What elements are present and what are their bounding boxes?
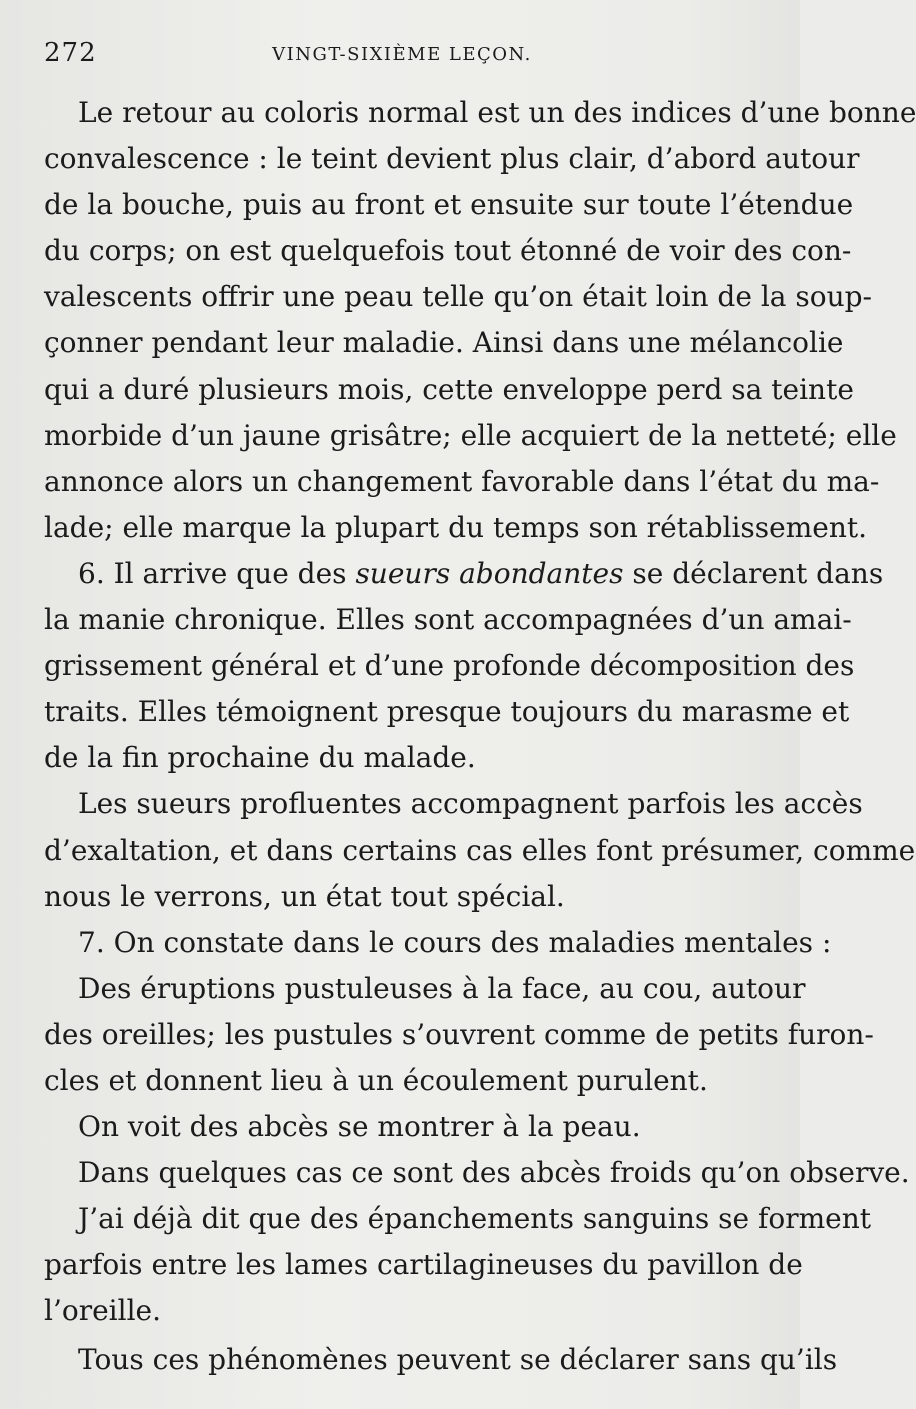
- running-head: VINGT-SIXIÈME LEÇON.: [272, 44, 532, 65]
- text-line: Le retour au coloris normal est un des indices d’une bonne: [78, 96, 916, 129]
- text-line: annonce alors un changement favorable dans l’état du ma-: [44, 464, 880, 498]
- text-line: Dans quelques cas ce sont des abcès froids qu’on observe.: [78, 1156, 910, 1190]
- text-line: J’ai déjà dit que des épanchements sanguins se forment: [78, 1202, 872, 1236]
- text-line: convalescence : le teint devient plus clair, d’abord autour: [44, 142, 860, 176]
- text-line: Les sueurs profluentes accompagnent parfois les accès: [78, 787, 863, 821]
- text-line: cles et donnent lieu à un écoulement purulent.: [44, 1063, 708, 1097]
- text-line: du corps; on est quelquefois tout étonné de voir des con-: [44, 234, 852, 268]
- text-span: se déclarent dans: [632, 556, 884, 590]
- text-line: nous le verrons, un état tout spécial.: [44, 879, 565, 913]
- text-line: qui a duré plusieurs mois, cette enveloppe perd sa teinte: [44, 372, 854, 406]
- text-line: 7. On constate dans le cours des maladies mentales :: [78, 925, 832, 959]
- text-line: la manie chronique. Elles sont accompagnées d’un amai-: [44, 603, 852, 637]
- text-line: grissement général et d’une profonde décomposition des: [44, 649, 855, 683]
- text-line: lade; elle marque la plupart du temps son rétablissement.: [44, 510, 868, 544]
- italic-phrase: sueurs abondantes: [355, 556, 624, 590]
- text-line: des oreilles; les pustules s’ouvrent comme de petits furon-: [44, 1017, 874, 1051]
- page-number: 272: [44, 38, 97, 68]
- text-line: de la fin prochaine du malade.: [44, 741, 476, 775]
- text-line: parfois entre les lames cartilagineuses du pavillon de: [44, 1248, 803, 1282]
- text-line: Tous ces phénomènes peuvent se déclarer sans qu’ils: [78, 1342, 838, 1376]
- text-span: 6. Il arrive que des: [78, 556, 347, 590]
- text-line: valescents offrir une peau telle qu’on était loin de la soup-: [44, 280, 873, 314]
- text-line: On voit des abcès se montrer à la peau.: [78, 1110, 641, 1144]
- page-body: [44, 90, 916, 1383]
- text-line: d’exaltation, et dans certains cas elles font présumer, comme: [44, 833, 916, 867]
- text-line: traits. Elles témoignent presque toujours du marasme et: [44, 695, 850, 729]
- text-line: l’oreille.: [44, 1294, 162, 1328]
- text-line: çonner pendant leur maladie. Ainsi dans une mélancolie: [44, 326, 844, 360]
- text-line: morbide d’un jaune grisâtre; elle acquiert de la netteté; elle: [44, 418, 897, 452]
- text-line: Des éruptions pustuleuses à la face, au cou, autour: [78, 971, 806, 1005]
- text-line-with-italic: [44, 551, 884, 597]
- page-header: [44, 36, 760, 76]
- text-line: de la bouche, puis au front et ensuite sur toute l’étendue: [44, 188, 854, 222]
